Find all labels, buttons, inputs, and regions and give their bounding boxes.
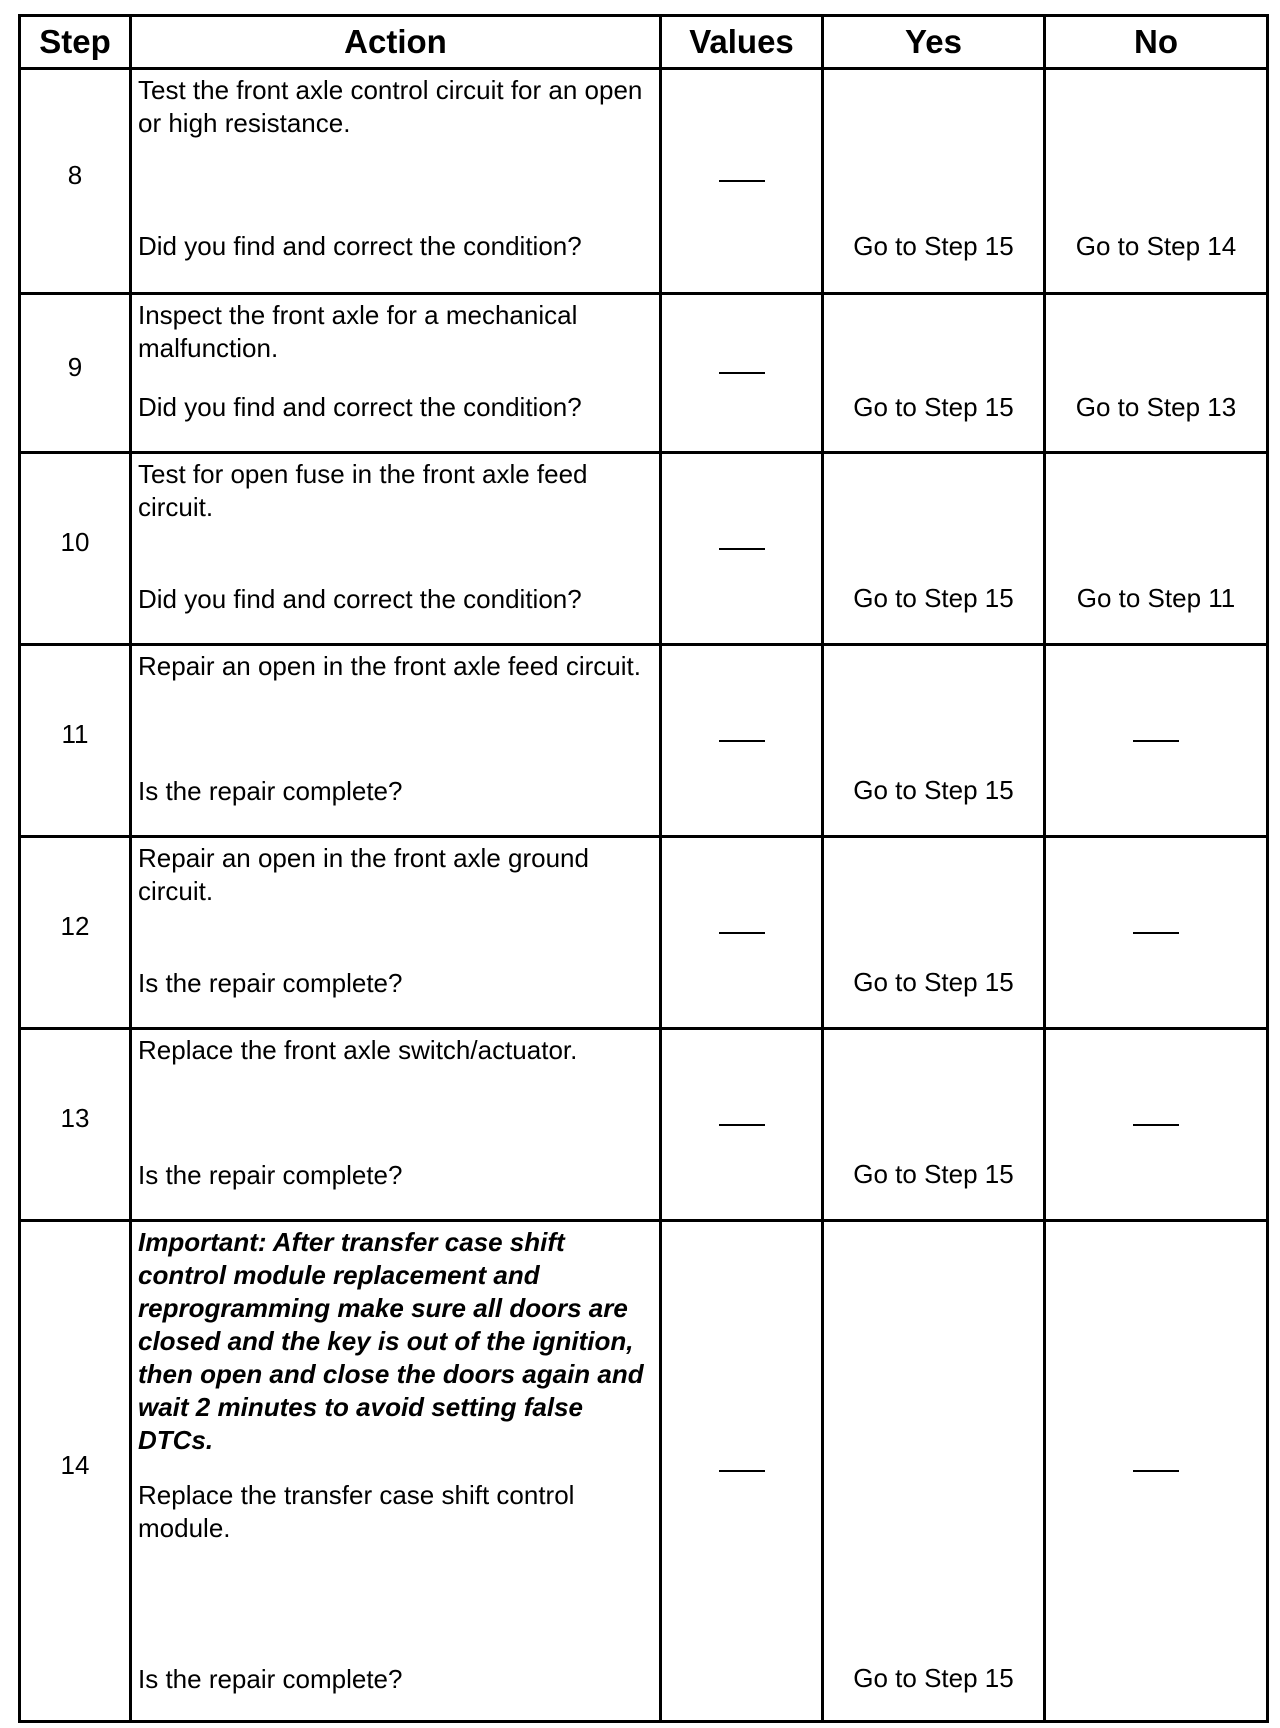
diagnostic-table — [18, 14, 1269, 1723]
dash-mark — [1133, 740, 1179, 742]
yes-goto: Go to Step 15 — [853, 231, 1014, 261]
dash-mark — [719, 372, 765, 374]
table-row — [20, 1029, 1268, 1221]
header-row — [20, 16, 1268, 69]
action-question: Did you find and correct the condition? — [138, 584, 582, 614]
step-number: 9 — [20, 294, 131, 453]
dash-mark — [1133, 1470, 1179, 1472]
action-cell — [131, 1221, 661, 1722]
values-cell — [661, 453, 823, 645]
action-question: Is the repair complete? — [138, 968, 403, 998]
table-row — [20, 645, 1268, 837]
no-cell — [1045, 837, 1268, 1029]
step-number: 12 — [20, 837, 131, 1029]
yes-cell — [823, 645, 1045, 837]
dash-mark — [719, 548, 765, 550]
step-number: 14 — [20, 1221, 131, 1722]
values-cell — [661, 645, 823, 837]
yes-goto: Go to Step 15 — [853, 967, 1014, 997]
no-goto: Go to Step 13 — [1075, 392, 1237, 422]
dash-mark — [719, 180, 765, 182]
step-number: 10 — [20, 453, 131, 645]
yes-goto: Go to Step 15 — [853, 1663, 1014, 1693]
dash-mark — [719, 1124, 765, 1126]
values-cell — [661, 294, 823, 453]
dash-mark — [1133, 1124, 1179, 1126]
action-instruction: Replace the transfer case shift control module. — [138, 1480, 575, 1543]
action-instruction: Test the front axle control circuit for an open or high resistance. — [138, 75, 643, 138]
action-instruction: Repair an open in the front axle feed circuit. — [138, 651, 641, 681]
table-row — [20, 294, 1268, 453]
no-cell — [1045, 453, 1268, 645]
step-number: 11 — [20, 645, 131, 837]
values-cell — [661, 1221, 823, 1722]
action-cell — [131, 453, 661, 645]
action-cell — [131, 69, 661, 294]
values-cell — [661, 837, 823, 1029]
yes-cell — [823, 294, 1045, 453]
action-question: Is the repair complete? — [138, 776, 403, 806]
step-number: 13 — [20, 1029, 131, 1221]
header-values: Values — [661, 16, 823, 69]
yes-cell — [823, 453, 1045, 645]
no-cell — [1045, 294, 1268, 453]
action-question: Did you find and correct the condition? — [138, 392, 582, 422]
no-cell — [1045, 1221, 1268, 1722]
yes-cell — [823, 1221, 1045, 1722]
action-cell — [131, 1029, 661, 1221]
no-cell — [1045, 1029, 1268, 1221]
action-question: Is the repair complete? — [138, 1160, 403, 1190]
step-number: 8 — [20, 69, 131, 294]
dash-mark — [719, 740, 765, 742]
header-action: Action — [131, 16, 661, 69]
yes-cell — [823, 69, 1045, 294]
header-yes: Yes — [823, 16, 1045, 69]
values-cell — [661, 69, 823, 294]
no-goto: Go to Step 11 — [1076, 583, 1236, 613]
table-row — [20, 1221, 1268, 1722]
action-cell — [131, 837, 661, 1029]
action-cell — [131, 294, 661, 453]
header-no: No — [1045, 16, 1268, 69]
yes-goto: Go to Step 15 — [853, 392, 1014, 422]
important-note: Important: After transfer case shift control module replacement and reprogramming make sure all doors are closed and the key is out of the ignition, then open and close the doors again and wait 2 minutes to avoid setting false DTCs. — [138, 1227, 644, 1455]
action-instruction: Test for open fuse in the front axle feed circuit. — [138, 459, 588, 522]
table-row — [20, 453, 1268, 645]
dash-mark — [1133, 932, 1179, 934]
action-instruction: Replace the front axle switch/actuator. — [138, 1035, 578, 1065]
no-cell — [1045, 645, 1268, 837]
yes-cell — [823, 837, 1045, 1029]
header-step: Step — [20, 16, 131, 69]
no-goto: Go to Step 14 — [1075, 231, 1237, 261]
action-question: Is the repair complete? — [138, 1664, 403, 1694]
dash-mark — [719, 932, 765, 934]
yes-cell — [823, 1029, 1045, 1221]
action-instruction: Repair an open in the front axle ground circuit. — [138, 843, 589, 906]
table-row — [20, 837, 1268, 1029]
yes-goto: Go to Step 15 — [853, 775, 1014, 805]
yes-goto: Go to Step 15 — [853, 1159, 1014, 1189]
no-cell — [1045, 69, 1268, 294]
action-cell — [131, 645, 661, 837]
yes-goto: Go to Step 15 — [853, 583, 1014, 613]
table-row — [20, 69, 1268, 294]
values-cell — [661, 1029, 823, 1221]
action-question: Did you find and correct the condition? — [138, 231, 582, 261]
dash-mark — [719, 1470, 765, 1472]
action-instruction: Inspect the front axle for a mechanical malfunction. — [138, 300, 578, 363]
